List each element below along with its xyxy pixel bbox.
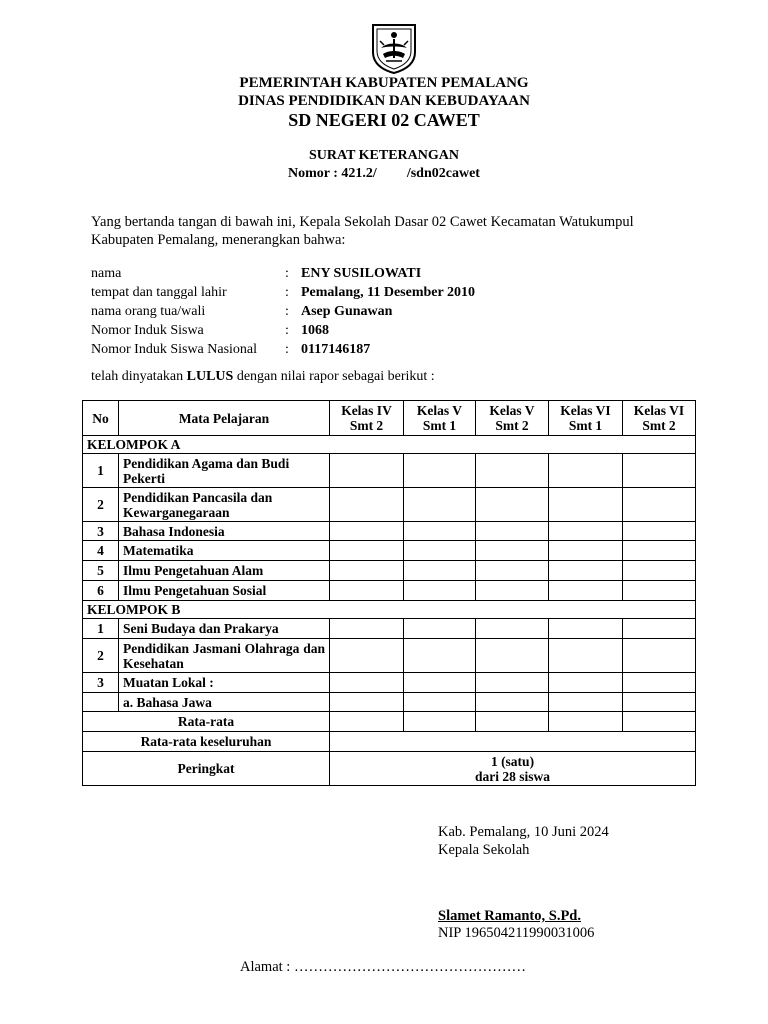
grade-table (82, 400, 696, 786)
grade-cell (549, 639, 623, 673)
letter-number-suffix: /sdn02cawet (406, 166, 480, 181)
grade-cell (404, 522, 476, 541)
header-government: PEMERINTAH KABUPATEN PEMALANG (239, 75, 529, 91)
row-subject: Seni Budaya dan Prakarya (119, 619, 330, 639)
grade-cell (330, 619, 404, 639)
grade-cell (330, 693, 404, 712)
field-value-parent: Asep Gunawan (301, 304, 393, 319)
header-no: No (83, 401, 119, 436)
overall-average-label: Rata-rata keseluruhan (83, 732, 330, 752)
grade-cell (330, 522, 404, 541)
grade-cell (476, 639, 549, 673)
grade-cell (404, 639, 476, 673)
header-kelas-v-smt-1: Kelas V Smt 1 (404, 401, 476, 436)
row-no: 5 (83, 561, 119, 581)
grade-cell (330, 541, 404, 561)
grade-cell (549, 561, 623, 581)
average-label: Rata-rata (83, 712, 330, 732)
row-subject: Bahasa Indonesia (119, 522, 330, 541)
table-row (83, 619, 696, 639)
rank-value (330, 752, 696, 786)
field-value-nis: 1068 (301, 323, 329, 338)
table-row (83, 522, 696, 541)
header-kelas-vi-smt-2: Kelas VI Smt 2 (623, 401, 696, 436)
graduation-statement (91, 367, 435, 386)
grade-cell (476, 619, 549, 639)
letter-number-prefix: Nomor : 421.2/ (288, 166, 377, 181)
row-subject: Muatan Lokal : (119, 673, 330, 693)
rank-row (83, 752, 696, 786)
intro-line-2: Kabupaten Pemalang, menerangkan bahwa: (91, 232, 346, 248)
row-subject: Pendidikan Pancasila dan Kewarganegaraan (119, 488, 330, 522)
group-a-label: KELOMPOK A (83, 436, 696, 454)
table-row (83, 581, 696, 601)
rank-label: Peringkat (83, 752, 330, 786)
grade-cell (549, 488, 623, 522)
header-school-name: SD NEGERI 02 CAWET (288, 110, 480, 130)
grade-cell (549, 619, 623, 639)
grade-cell (330, 581, 404, 601)
overall-average-row (83, 732, 696, 752)
intro-paragraph (91, 213, 694, 249)
grade-cell (549, 541, 623, 561)
header-kelas-vi-smt-1: Kelas VI Smt 1 (549, 401, 623, 436)
grade-cell (549, 581, 623, 601)
header-department: DINAS PENDIDIKAN DAN KEBUDAYAAN (238, 93, 530, 109)
grade-cell (623, 454, 696, 488)
grade-cell (476, 541, 549, 561)
grade-cell (476, 712, 549, 732)
grade-cell (330, 454, 404, 488)
grade-cell (623, 712, 696, 732)
field-colon: : (285, 342, 289, 357)
row-subject: Pendidikan Agama dan Budi Pekerti (119, 454, 330, 488)
signature-position: Kepala Sekolah (438, 842, 530, 858)
grade-cell (476, 561, 549, 581)
letter-title: SURAT KETERANGAN (308, 148, 459, 163)
group-row (83, 436, 696, 454)
grade-cell (330, 488, 404, 522)
grade-cell (549, 712, 623, 732)
grade-cell (623, 693, 696, 712)
signature-nip: NIP 196504211990031006 (438, 925, 595, 941)
row-no: 2 (83, 488, 119, 522)
field-label-nisn: Nomor Induk Siswa Nasional (91, 342, 258, 357)
grade-cell (549, 673, 623, 693)
grade-cell (476, 581, 549, 601)
grade-cell (404, 619, 476, 639)
row-no: 1 (83, 619, 119, 639)
status-lulus: LULUS (186, 369, 234, 384)
grade-cell (476, 693, 549, 712)
grade-cell (476, 454, 549, 488)
status-text-after: dengan nilai rapor sebagai berikut : (233, 369, 435, 384)
average-row (83, 712, 696, 732)
row-subject: Matematika (119, 541, 330, 561)
table-row (83, 639, 696, 673)
grade-cell (404, 541, 476, 561)
table-row (83, 561, 696, 581)
header-kelas-v-smt-2: Kelas V Smt 2 (476, 401, 549, 436)
pemalang-regency-emblem (369, 22, 419, 74)
grade-cell (404, 454, 476, 488)
field-colon: : (285, 304, 289, 319)
field-value-nisn: 0117146187 (301, 342, 371, 357)
field-colon: : (285, 285, 289, 300)
field-value-name: ENY SUSILOWATI (301, 266, 422, 281)
grade-cell (404, 712, 476, 732)
signature-name: Slamet Ramanto, S.Pd. (438, 908, 581, 924)
table-row (83, 693, 696, 712)
address-line: Alamat : ………………………………………… (240, 959, 526, 975)
grade-cell (623, 639, 696, 673)
grade-cell (623, 541, 696, 561)
grade-cell (404, 673, 476, 693)
row-subject: a. Bahasa Jawa (119, 693, 330, 712)
letter-number (0, 165, 768, 182)
header-subject: Mata Pelajaran (119, 401, 330, 436)
grade-cell (623, 561, 696, 581)
grade-cell (623, 673, 696, 693)
row-subject: Pendidikan Jasmani Olahraga dan Kesehatan (119, 639, 330, 673)
header-kelas-iv-smt-2: Kelas IV Smt 2 (330, 401, 404, 436)
field-colon: : (285, 266, 289, 281)
row-subject: Ilmu Pengetahuan Sosial (119, 581, 330, 601)
signature-place-date: Kab. Pemalang, 10 Juni 2024 (438, 824, 609, 840)
field-value-birth: Pemalang, 11 Desember 2010 (301, 285, 475, 300)
row-no (83, 693, 119, 712)
grade-cell (404, 693, 476, 712)
grade-cell (623, 581, 696, 601)
grade-cell (476, 522, 549, 541)
grade-cell (330, 561, 404, 581)
grade-cell (404, 561, 476, 581)
grade-cell (549, 522, 623, 541)
grade-cell (549, 693, 623, 712)
overall-average-value (330, 732, 696, 752)
field-label-birth: tempat dan tanggal lahir (91, 285, 227, 300)
grade-cell (549, 454, 623, 488)
grade-cell (330, 673, 404, 693)
grade-cell (623, 522, 696, 541)
row-no: 2 (83, 639, 119, 673)
table-row (83, 673, 696, 693)
grade-cell (404, 581, 476, 601)
table-row (83, 454, 696, 488)
rank-value-line-2: dari 28 siswa (474, 768, 550, 784)
table-row (83, 541, 696, 561)
grade-cell (404, 488, 476, 522)
intro-line-1: Yang bertanda tangan di bawah ini, Kepala Sekolah Dasar 02 Cawet Kecamatan Watukumpul (91, 214, 634, 230)
row-no: 1 (83, 454, 119, 488)
grade-cell (476, 488, 549, 522)
group-b-label: KELOMPOK B (83, 601, 696, 619)
table-header-row (83, 401, 696, 436)
field-colon: : (285, 323, 289, 338)
status-text-before: telah dinyatakan (91, 369, 187, 384)
group-row (83, 601, 696, 619)
row-no: 3 (83, 673, 119, 693)
field-label-name: nama (91, 266, 122, 281)
table-row (83, 488, 696, 522)
row-subject: Ilmu Pengetahuan Alam (119, 561, 330, 581)
rank-value-line-1: 1 (satu) (490, 753, 535, 769)
row-no: 3 (83, 522, 119, 541)
field-label-nis: Nomor Induk Siswa (91, 323, 204, 338)
row-no: 4 (83, 541, 119, 561)
field-label-parent: nama orang tua/wali (91, 304, 206, 319)
row-no: 6 (83, 581, 119, 601)
grade-cell (330, 712, 404, 732)
grade-cell (623, 619, 696, 639)
grade-cell (476, 673, 549, 693)
grade-cell (330, 639, 404, 673)
grade-cell (623, 488, 696, 522)
